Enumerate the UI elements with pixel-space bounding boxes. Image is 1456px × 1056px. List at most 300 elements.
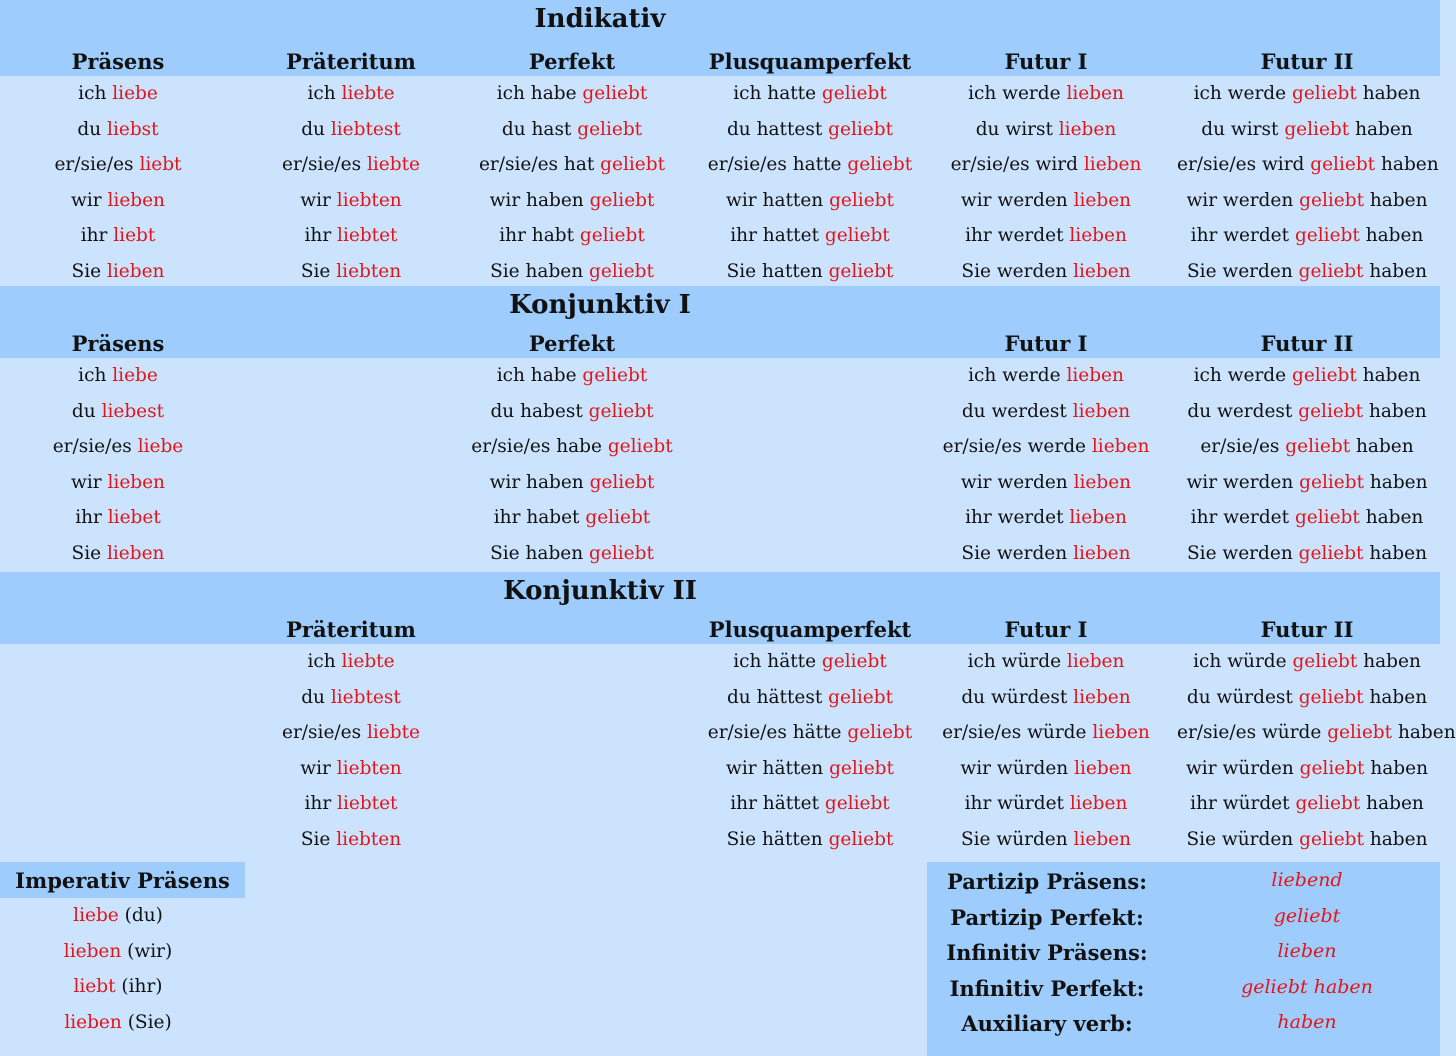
pronoun-aux: Sie hatten bbox=[726, 261, 829, 282]
tense-heading: Futur II bbox=[1260, 331, 1354, 356]
conjugation-cell bbox=[690, 254, 930, 290]
conjugation-cell bbox=[0, 254, 236, 290]
pronoun-aux: wir bbox=[300, 757, 337, 779]
imperative-row bbox=[0, 1005, 236, 1041]
conjugation-cell bbox=[930, 112, 1162, 148]
pronoun-aux: du wirst bbox=[975, 118, 1059, 140]
participle-value: lieben bbox=[1277, 940, 1337, 963]
trailing-aux: haben bbox=[1356, 83, 1421, 104]
verb-form: lieben bbox=[106, 261, 165, 282]
verb-form: liebe bbox=[112, 83, 158, 104]
pronoun-aux: ich habe bbox=[496, 83, 583, 104]
pronoun-aux: er/sie/es bbox=[282, 154, 367, 176]
conjugation-cell bbox=[236, 786, 466, 822]
pronoun: (Sie) bbox=[121, 1011, 172, 1033]
verb-form: lieben bbox=[1091, 436, 1150, 458]
verb-form: liebten bbox=[336, 261, 402, 282]
verb-form: lieben bbox=[1073, 261, 1131, 282]
verb-form: geliebt bbox=[828, 686, 894, 708]
pronoun-aux: ihr hättet bbox=[730, 793, 825, 815]
pronoun-aux: ihr bbox=[80, 225, 114, 247]
pronoun-aux: ihr hattet bbox=[730, 225, 825, 247]
conjugation-cell bbox=[1177, 76, 1437, 112]
pronoun-aux: er/sie/es bbox=[282, 722, 367, 744]
pronoun-aux: wir würden bbox=[1185, 757, 1300, 779]
verb-form: liebe bbox=[137, 436, 184, 458]
conjugation-cell bbox=[1177, 536, 1437, 572]
pronoun-aux: Sie würden bbox=[1186, 829, 1300, 850]
conjugation-cell bbox=[930, 76, 1162, 112]
conjugation-cell bbox=[930, 500, 1162, 536]
pronoun-aux: Sie werden bbox=[961, 543, 1074, 564]
pronoun-aux: wir haben bbox=[489, 189, 590, 211]
conjugation-cell bbox=[457, 76, 687, 112]
pronoun-aux: du werdest bbox=[1187, 400, 1299, 422]
verb-form: liebte bbox=[341, 651, 395, 672]
verb-form: geliebt bbox=[1291, 365, 1357, 386]
conjugation-cell bbox=[457, 358, 687, 394]
pronoun: (ihr) bbox=[115, 976, 163, 998]
conjugation-cell bbox=[457, 536, 687, 572]
verb-form: geliebt bbox=[821, 83, 887, 104]
verb-form: lieben bbox=[1073, 471, 1132, 493]
pronoun-aux: er/sie/es wird bbox=[950, 154, 1084, 176]
conjugation-cell bbox=[690, 644, 930, 680]
verb-form: geliebt bbox=[607, 436, 673, 458]
verb-form: geliebt bbox=[847, 722, 913, 744]
participle-value: geliebt haben bbox=[1241, 975, 1373, 998]
verb-form: geliebt bbox=[582, 83, 648, 104]
imperative-heading: Imperativ Präsens bbox=[0, 862, 245, 898]
section-title: Konjunktiv I bbox=[509, 290, 691, 320]
verb-form: geliebt bbox=[1294, 507, 1360, 529]
conjugation-cell bbox=[0, 465, 236, 501]
conjugation-cell bbox=[930, 644, 1162, 680]
conjugation-cell bbox=[930, 751, 1162, 787]
verb-form: geliebt bbox=[824, 225, 890, 247]
pronoun-aux: er/sie/es hätte bbox=[707, 722, 848, 744]
conjugation-cell bbox=[236, 715, 466, 751]
conjugation-cell bbox=[1177, 394, 1437, 430]
pronoun-aux: er/sie/es hat bbox=[478, 154, 601, 176]
conjugation-cell bbox=[0, 112, 236, 148]
verb-form: liebe bbox=[112, 365, 158, 386]
conjugation-cell bbox=[0, 536, 236, 572]
pronoun-aux: Sie haben bbox=[490, 543, 590, 564]
section-header-band bbox=[0, 572, 1440, 644]
trailing-aux: haben bbox=[1359, 225, 1424, 247]
pronoun-aux: Sie bbox=[300, 261, 337, 282]
verb-form: liebe bbox=[73, 905, 119, 926]
pronoun-aux: er/sie/es werde bbox=[942, 436, 1092, 458]
trailing-aux: haben bbox=[1360, 793, 1424, 815]
imperative-row bbox=[0, 898, 236, 934]
conjugation-cell bbox=[690, 680, 930, 716]
pronoun-aux: Sie würden bbox=[960, 829, 1074, 850]
tense-heading: Futur I bbox=[1004, 617, 1088, 642]
conjugation-cell bbox=[457, 254, 687, 290]
verb-form: geliebt bbox=[1299, 471, 1365, 493]
trailing-aux: haben bbox=[1363, 261, 1428, 282]
verb-form: geliebt bbox=[824, 793, 890, 815]
conjugation-cell bbox=[236, 218, 466, 254]
verb-form: liebte bbox=[366, 722, 420, 744]
conjugation-cell bbox=[930, 786, 1162, 822]
pronoun-aux: Sie hätten bbox=[726, 829, 829, 850]
conjugation-cell bbox=[690, 822, 930, 858]
pronoun-aux: ihr bbox=[75, 507, 108, 529]
verb-form: geliebt bbox=[1299, 757, 1365, 779]
verb-form: geliebt bbox=[829, 757, 894, 779]
pronoun-aux: wir werden bbox=[1186, 189, 1300, 211]
conjugation-cell bbox=[930, 394, 1162, 430]
verb-form: geliebt bbox=[577, 118, 643, 140]
pronoun-aux: du bbox=[71, 400, 102, 422]
pronoun-aux: ich werde bbox=[1193, 83, 1292, 104]
conjugation-cell bbox=[690, 715, 930, 751]
pronoun-aux: ich würde bbox=[967, 651, 1067, 672]
tense-heading: Präteritum bbox=[286, 49, 416, 74]
verb-form: lieben bbox=[1083, 154, 1142, 176]
conjugation-cell bbox=[457, 183, 687, 219]
tense-heading: Plusquamperfekt bbox=[708, 617, 912, 642]
conjugation-cell bbox=[930, 465, 1162, 501]
conjugation-cell bbox=[690, 786, 930, 822]
pronoun-aux: du hast bbox=[501, 118, 578, 140]
tense-heading: Futur II bbox=[1260, 49, 1354, 74]
pronoun-aux: ihr werdet bbox=[965, 225, 1070, 247]
conjugation-cell bbox=[1177, 644, 1437, 680]
conjugation-cell bbox=[0, 218, 236, 254]
verb-form: geliebt bbox=[828, 118, 894, 140]
participle-label: Auxiliary verb: bbox=[961, 1011, 1133, 1037]
verb-form: geliebt bbox=[821, 651, 887, 672]
conjugation-cell bbox=[1177, 715, 1456, 751]
verb-form: geliebt bbox=[1327, 722, 1393, 744]
conjugation-cell bbox=[236, 76, 466, 112]
verb-form: lieben bbox=[107, 189, 165, 211]
verb-form: geliebt bbox=[585, 507, 651, 529]
verb-form: geliebt bbox=[1298, 686, 1364, 708]
pronoun-aux: ich würde bbox=[1193, 651, 1293, 672]
tense-heading: Futur I bbox=[1004, 49, 1088, 74]
pronoun-aux: Sie werden bbox=[1186, 261, 1299, 282]
conjugation-cell bbox=[1177, 465, 1437, 501]
tense-heading: Perfekt bbox=[528, 331, 616, 356]
verb-form: geliebt bbox=[589, 189, 655, 211]
pronoun-aux: ich bbox=[78, 83, 113, 104]
verb-form: geliebt bbox=[579, 225, 645, 247]
verb-form: lieben bbox=[1066, 365, 1124, 386]
verb-form: geliebt bbox=[1295, 793, 1361, 815]
pronoun-aux: er/sie/es würde bbox=[942, 722, 1093, 744]
conjugation-cell bbox=[1177, 500, 1437, 536]
trailing-aux: haben bbox=[1392, 722, 1456, 744]
pronoun-aux: er/sie/es wird bbox=[1177, 154, 1311, 176]
pronoun-aux: du bbox=[77, 118, 108, 140]
pronoun-aux: wir hatten bbox=[726, 189, 830, 211]
verb-form: liebt bbox=[139, 154, 182, 176]
pronoun-aux: du wirst bbox=[1201, 118, 1285, 140]
trailing-aux: haben bbox=[1363, 400, 1427, 422]
verb-form: geliebt bbox=[1285, 436, 1351, 458]
conjugation-cell bbox=[457, 500, 687, 536]
pronoun-aux: wir werden bbox=[960, 189, 1074, 211]
verb-form: lieben bbox=[1066, 651, 1125, 672]
tense-heading: Futur I bbox=[1004, 331, 1088, 356]
pronoun-aux: ich werde bbox=[968, 365, 1067, 386]
pronoun-aux: Sie haben bbox=[490, 261, 590, 282]
conjugation-cell bbox=[690, 112, 930, 148]
conjugation-cell bbox=[930, 536, 1162, 572]
trailing-aux: haben bbox=[1349, 118, 1413, 140]
imperative-row bbox=[0, 934, 236, 970]
verb-form: liebte bbox=[366, 154, 420, 176]
conjugation-cell bbox=[236, 147, 466, 183]
pronoun-aux: ich hätte bbox=[733, 651, 822, 672]
verb-form: geliebt bbox=[829, 189, 894, 211]
conjugation-cell bbox=[1177, 751, 1437, 787]
participle-label: Infinitiv Präsens: bbox=[946, 940, 1148, 966]
pronoun-aux: Sie bbox=[300, 829, 337, 850]
verb-form: lieben bbox=[1073, 543, 1131, 564]
conjugation-cell bbox=[1177, 358, 1437, 394]
conjugation-cell bbox=[457, 429, 687, 465]
verb-form: lieben bbox=[64, 1011, 122, 1033]
verb-form: liebtet bbox=[337, 793, 398, 815]
conjugation-cell bbox=[457, 465, 687, 501]
pronoun-aux: ich bbox=[307, 651, 342, 672]
verb-form: lieben bbox=[1073, 829, 1132, 850]
verb-form: geliebt bbox=[1299, 189, 1365, 211]
verb-form: lieben bbox=[1074, 757, 1132, 779]
pronoun-aux: ihr habet bbox=[493, 507, 586, 529]
pronoun-aux: du würdest bbox=[961, 686, 1074, 708]
trailing-aux: haben bbox=[1364, 189, 1428, 211]
trailing-aux: haben bbox=[1363, 543, 1428, 564]
pronoun-aux: wir werden bbox=[960, 471, 1074, 493]
tense-heading: Futur II bbox=[1260, 617, 1354, 642]
pronoun-aux: ich bbox=[307, 83, 342, 104]
conjugation-cell bbox=[690, 183, 930, 219]
conjugation-cell bbox=[690, 218, 930, 254]
conjugation-cell bbox=[236, 112, 466, 148]
verb-form: lieben bbox=[106, 543, 165, 564]
tense-heading: Plusquamperfekt bbox=[708, 49, 912, 74]
pronoun-aux: ihr habt bbox=[499, 225, 580, 247]
section-title: Indikativ bbox=[534, 4, 666, 34]
participle-label: Partizip Perfekt: bbox=[950, 904, 1144, 930]
trailing-aux: haben bbox=[1363, 686, 1428, 708]
verb-form: lieben bbox=[1069, 507, 1127, 529]
verb-form: geliebt bbox=[847, 154, 913, 176]
pronoun-aux: ihr werdet bbox=[1190, 225, 1295, 247]
verb-form: geliebt bbox=[1299, 829, 1364, 850]
pronoun-aux: er/sie/es bbox=[1200, 436, 1286, 458]
participle-value: geliebt bbox=[1273, 904, 1341, 927]
pronoun-aux: du würdest bbox=[1186, 686, 1299, 708]
conjugation-cell bbox=[457, 394, 687, 430]
conjugation-cell bbox=[0, 394, 236, 430]
conjugation-cell bbox=[690, 751, 930, 787]
trailing-aux: haben bbox=[1359, 507, 1424, 529]
pronoun-aux: ihr bbox=[304, 793, 338, 815]
pronoun-aux: ich hatte bbox=[733, 83, 822, 104]
trailing-aux: haben bbox=[1364, 757, 1429, 779]
verb-form: lieben bbox=[1069, 225, 1127, 247]
conjugation-cell bbox=[0, 147, 236, 183]
pronoun-aux: Sie werden bbox=[961, 261, 1074, 282]
conjugation-cell bbox=[1177, 147, 1437, 183]
conjugation-cell bbox=[0, 429, 236, 465]
conjugation-cell bbox=[930, 680, 1162, 716]
verb-form: geliebt bbox=[828, 261, 894, 282]
pronoun-aux: Sie werden bbox=[1186, 543, 1299, 564]
conjugation-cell bbox=[457, 112, 687, 148]
pronoun-aux: ihr bbox=[304, 225, 338, 247]
conjugation-cell bbox=[0, 76, 236, 112]
pronoun-aux: du hättest bbox=[726, 686, 829, 708]
participle-label: Partizip Präsens: bbox=[947, 869, 1147, 894]
conjugation-cell bbox=[930, 183, 1162, 219]
pronoun: (du) bbox=[118, 905, 163, 926]
verb-form: geliebt bbox=[600, 154, 666, 176]
verb-form: geliebt bbox=[582, 365, 648, 386]
verb-form: lieben bbox=[1073, 686, 1131, 708]
verb-form: lieben bbox=[1069, 793, 1128, 815]
verb-form: lieben bbox=[1066, 83, 1124, 104]
pronoun-aux: er/sie/es bbox=[52, 436, 138, 458]
conjugation-cell bbox=[930, 358, 1162, 394]
trailing-aux: haben bbox=[1375, 154, 1439, 176]
verb-form: liebten bbox=[336, 829, 402, 850]
verb-form: geliebt bbox=[1284, 118, 1350, 140]
conjugation-cell bbox=[1177, 429, 1437, 465]
pronoun-aux: du bbox=[301, 118, 331, 140]
verb-form: liebten bbox=[336, 757, 402, 779]
pronoun-aux: du habest bbox=[490, 400, 589, 422]
tense-heading: Präsens bbox=[71, 331, 165, 356]
verb-form: liebtest bbox=[330, 118, 401, 140]
pronoun-aux: er/sie/es würde bbox=[1177, 722, 1328, 744]
verb-form: geliebt bbox=[1291, 83, 1357, 104]
tense-heading: Perfekt bbox=[528, 49, 616, 74]
verb-form: liebt bbox=[113, 225, 156, 247]
pronoun-aux: ich werde bbox=[1193, 365, 1292, 386]
conjugation-cell bbox=[1177, 183, 1437, 219]
conjugation-cell bbox=[236, 822, 466, 858]
verb-form: geliebt bbox=[1294, 225, 1360, 247]
trailing-aux: haben bbox=[1363, 829, 1428, 850]
pronoun-aux: ihr werdet bbox=[1190, 507, 1295, 529]
conjugation-cell bbox=[0, 358, 236, 394]
conjugation-cell bbox=[236, 644, 466, 680]
verb-form: geliebt bbox=[1292, 651, 1358, 672]
pronoun-aux: wir werden bbox=[1186, 471, 1300, 493]
pronoun-aux: wir bbox=[300, 189, 337, 211]
conjugation-cell bbox=[930, 822, 1162, 858]
participle-value: haben bbox=[1277, 1011, 1337, 1034]
verb-form: liebst bbox=[107, 118, 159, 140]
pronoun-aux: er/sie/es habe bbox=[471, 436, 608, 458]
verb-form: lieben bbox=[107, 471, 165, 493]
conjugation-cell bbox=[1177, 680, 1437, 716]
pronoun-aux: ihr würdet bbox=[964, 793, 1070, 815]
conjugation-cell bbox=[930, 254, 1162, 290]
verb-form: liebest bbox=[101, 400, 165, 422]
verb-form: geliebt bbox=[828, 829, 894, 850]
conjugation-cell bbox=[1177, 254, 1437, 290]
section-title: Konjunktiv II bbox=[503, 576, 697, 606]
imperative-row bbox=[0, 969, 236, 1005]
conjugation-cell bbox=[690, 147, 930, 183]
conjugation-cell bbox=[930, 715, 1162, 751]
verb-form: liebt bbox=[73, 976, 116, 998]
conjugation-cell bbox=[690, 76, 930, 112]
pronoun-aux: ich habe bbox=[496, 365, 583, 386]
pronoun-aux: wir bbox=[71, 471, 108, 493]
participles-box bbox=[927, 862, 1440, 1056]
pronoun-aux: wir würden bbox=[960, 757, 1075, 779]
conjugation-cell bbox=[236, 183, 466, 219]
verb-form: geliebt bbox=[589, 261, 654, 282]
conjugation-cell bbox=[1177, 218, 1437, 254]
section-header-band bbox=[0, 0, 1440, 76]
conjugation-cell bbox=[930, 218, 1162, 254]
verb-form: liebtest bbox=[330, 686, 401, 708]
conjugation-cell bbox=[930, 429, 1162, 465]
conjugation-cell bbox=[236, 254, 466, 290]
verb-form: liebte bbox=[341, 83, 395, 104]
tense-heading: Präsens bbox=[71, 49, 165, 74]
conjugation-cell bbox=[1177, 112, 1437, 148]
conjugation-cell bbox=[457, 218, 687, 254]
trailing-aux: haben bbox=[1356, 365, 1421, 386]
verb-form: lieben bbox=[1092, 722, 1150, 744]
pronoun-aux: wir bbox=[71, 189, 108, 211]
verb-form: lieben bbox=[63, 940, 122, 962]
trailing-aux: haben bbox=[1364, 471, 1428, 493]
verb-form: geliebt bbox=[1298, 400, 1364, 422]
pronoun-aux: du bbox=[301, 686, 331, 708]
verb-form: geliebt bbox=[1298, 261, 1364, 282]
verb-form: liebet bbox=[107, 507, 161, 529]
pronoun-aux: ich bbox=[78, 365, 113, 386]
participle-label: Infinitiv Perfekt: bbox=[949, 975, 1145, 1001]
conjugation-cell bbox=[1177, 822, 1437, 858]
conjugation-cell bbox=[0, 500, 236, 536]
verb-form: geliebt bbox=[589, 471, 655, 493]
verb-form: liebtet bbox=[337, 225, 398, 247]
verb-form: liebten bbox=[336, 189, 402, 211]
pronoun-aux: Sie bbox=[71, 261, 107, 282]
participle-value: liebend bbox=[1271, 869, 1343, 891]
verb-form: geliebt bbox=[589, 543, 654, 564]
pronoun: (wir) bbox=[121, 940, 173, 962]
pronoun-aux: er/sie/es bbox=[54, 154, 140, 176]
verb-form: lieben bbox=[1072, 400, 1131, 422]
pronoun-aux: wir haben bbox=[489, 471, 590, 493]
pronoun-aux: ihr würdet bbox=[1190, 793, 1296, 815]
verb-form: lieben bbox=[1073, 189, 1132, 211]
verb-form: geliebt bbox=[588, 400, 654, 422]
pronoun-aux: du werdest bbox=[961, 400, 1073, 422]
pronoun-aux: ihr werdet bbox=[965, 507, 1070, 529]
verb-form: geliebt bbox=[1298, 543, 1364, 564]
tense-heading: Präteritum bbox=[286, 617, 416, 642]
pronoun-aux: du hattest bbox=[726, 118, 829, 140]
trailing-aux: haben bbox=[1350, 436, 1414, 458]
